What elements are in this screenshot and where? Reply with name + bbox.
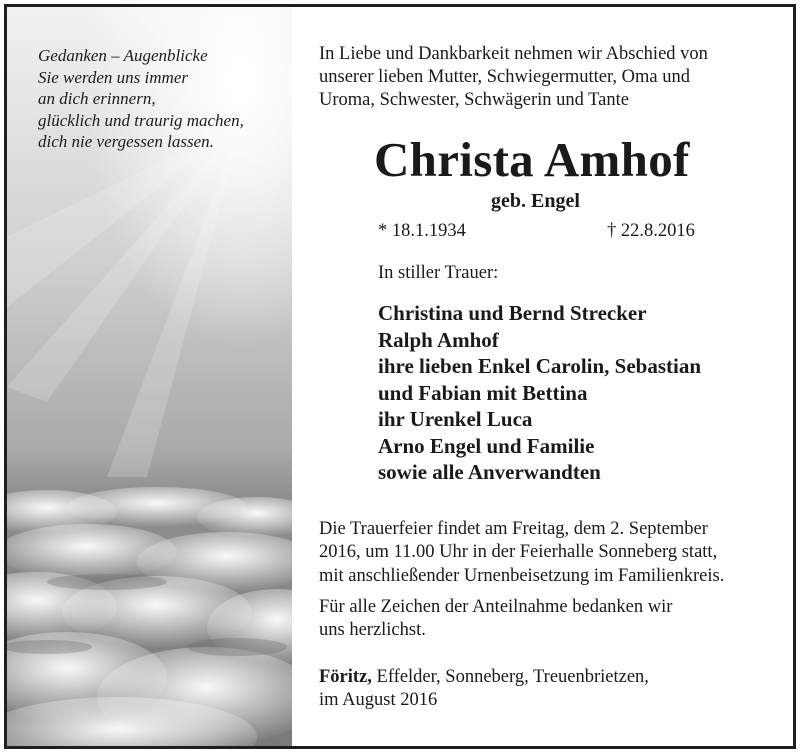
deceased-name: Christa Amhof	[374, 132, 690, 187]
mourner-line: ihre lieben Enkel Carolin, Sebastian	[378, 354, 702, 378]
poem-line: Sie werden uns immer	[38, 67, 188, 87]
poem-line: Gedanken – Augenblicke	[38, 46, 208, 65]
birth-date: * 18.1.1934	[378, 221, 466, 241]
mourner-line: ihr Urenkel Luca	[378, 407, 533, 431]
mourner-line: Arno Engel und Familie	[378, 433, 595, 458]
maiden-name: geb. Engel	[491, 190, 580, 212]
place-primary: Föritz,	[319, 667, 372, 687]
place-others: Effelder, Sonneberg, Treuenbrietzen,	[371, 667, 649, 687]
ceremony-info: Die Trauerfeier findet am Freitag, dem 2. September 2016, um 11.00 Uhr in der Feierhalle Sonneberg statt, mit anschließender Urnenbeisetzung im Familienkreis.	[319, 519, 725, 586]
mourner-line: und Fabian mit Bettina	[378, 380, 588, 405]
mourner-line: Christina und Bernd Strecker	[378, 301, 647, 325]
mourner-line: sowie alle Anverwandten	[378, 460, 601, 484]
poem-line: dich nie vergessen lassen.	[38, 132, 214, 151]
place-and-date	[319, 666, 649, 713]
intro-text: In Liebe und Dankbarkeit nehmen wir Abschied von unserer lieben Mutter, Schwiegermutter, Oma und Uroma, Schwester, Schwägerin und Tante	[319, 44, 708, 110]
poem	[38, 45, 244, 153]
poem-line: an dich erinnern,	[38, 89, 156, 108]
mourning-label: In stiller Trauer:	[378, 263, 499, 283]
poem-line: glücklich und traurig machen,	[38, 110, 244, 130]
death-date: † 22.8.2016	[607, 221, 695, 241]
thanks-text: Für alle Zeichen der Anteilnahme bedanken wir uns herzlichst.	[319, 597, 673, 641]
mourner-line: Ralph Amhof	[378, 327, 499, 352]
mourners-list	[378, 300, 701, 486]
notice-date: im August 2016	[319, 690, 438, 711]
